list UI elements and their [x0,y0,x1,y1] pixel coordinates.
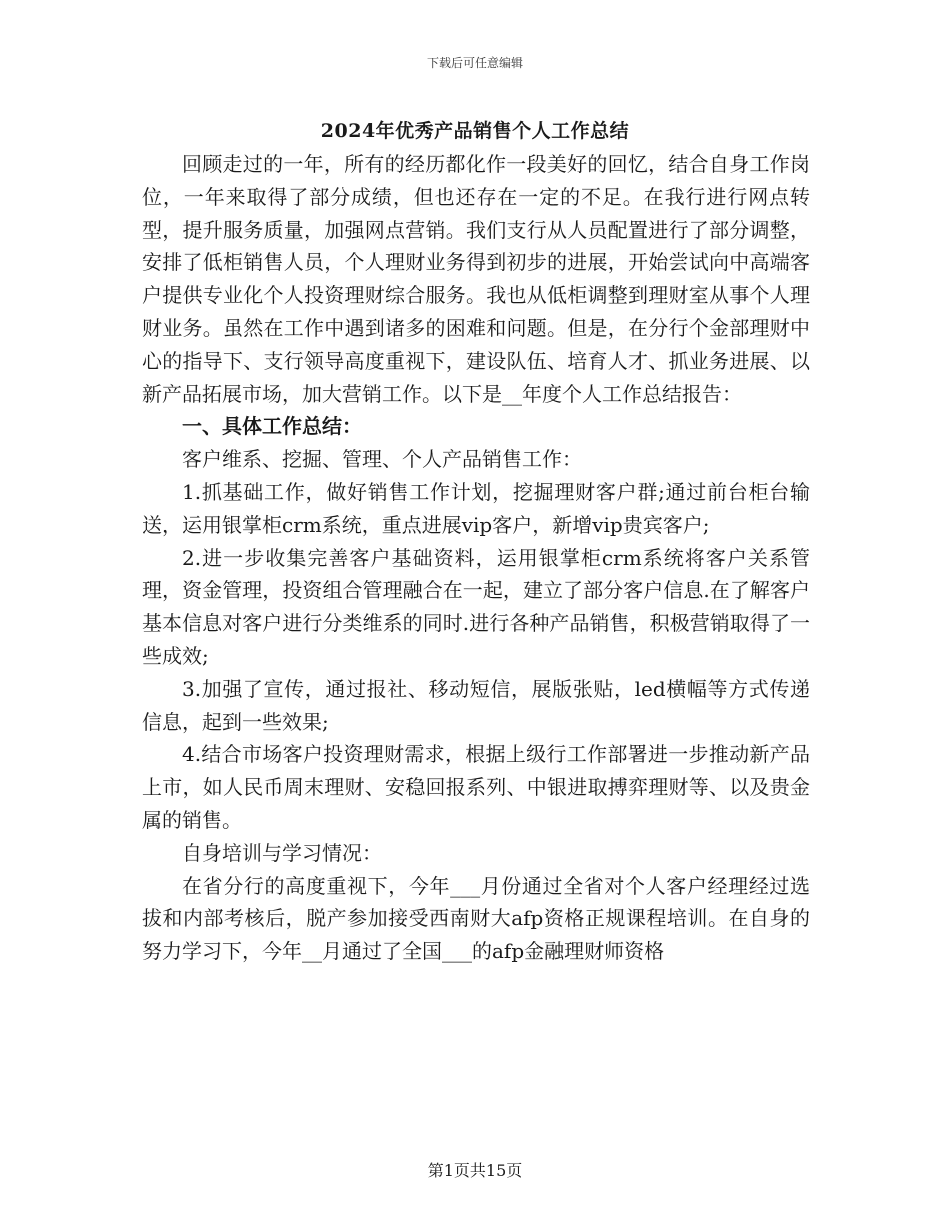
page-header-note: 下载后可任意编辑 [426,56,523,70]
document-body [142,148,810,968]
document-title: 2024年优秀产品销售个人工作总结 [320,120,630,142]
page-number: 第1页共15页 [427,1161,523,1180]
section-heading: 一、具体工作总结： [182,414,362,439]
paragraph-item-1: 1.抓基础工作，做好销售工作计划，挖掘理财客户群;通过前台柜台输送，运用银掌柜crm系统，重点进展vip客户，新增vip贵宾客户; [142,479,810,537]
paragraph-item-2: 2.进一步收集完善客户基础资料，运用银掌柜crm系统将客户关系管理，资金管理，投资组合管理融合在一起，建立了部分客户信息.在了解客户基本信息对客户进行分类维系的同时.进行各种产品销售，积极营销取得了一些成效; [142,545,810,668]
paragraph-intro: 回顾走过的一年，所有的经历都化作一段美好的回忆，结合自身工作岗位，一年来取得了部分成绩，但也还存在一定的不足。在我行进行网点转型，提升服务质量，加强网点营销。我们支行从人员配置进行了部分调整，安排了低柜销售人员，个人理财业务得到初步的进展，开始尝试向中高端客户提供专业化个人投资理财综合服务。我也从低柜调整到理财室从事个人理财业务。虽然在工作中遇到诸多的困难和问题。但是，在分行个金部理财中心的指导下、支行领导高度重视下，建设队伍、培育人才、抓业务进展、以新产品拓展市场，加大营销工作。以下是__年度个人工作总结报告： [142,152,810,406]
paragraph-item-3: 3.加强了宣传，通过报社、移动短信，展版张贴，led横幅等方式传递信息，起到一些效果; [142,676,810,734]
paragraph-subheading-customer: 客户维系、挖掘、管理、个人产品销售工作： [182,447,582,472]
paragraph-subheading-training: 自身培训与学习情况： [182,840,382,865]
paragraph-item-4: 4.结合市场客户投资理财需求，根据上级行工作部署进一步推动新产品上市，如人民币周末理财、安稳回报系列、中银进取搏弈理财等、以及贵金属的销售。 [142,742,810,832]
paragraph-training: 在省分行的高度重视下，今年___月份通过全省对个人客户经理经过选拔和内部考核后，脱产参加接受西南财大afp资格正规课程培训。在自身的努力学习下，今年__月通过了全国___的afp金融理财师资格 [142,873,810,964]
